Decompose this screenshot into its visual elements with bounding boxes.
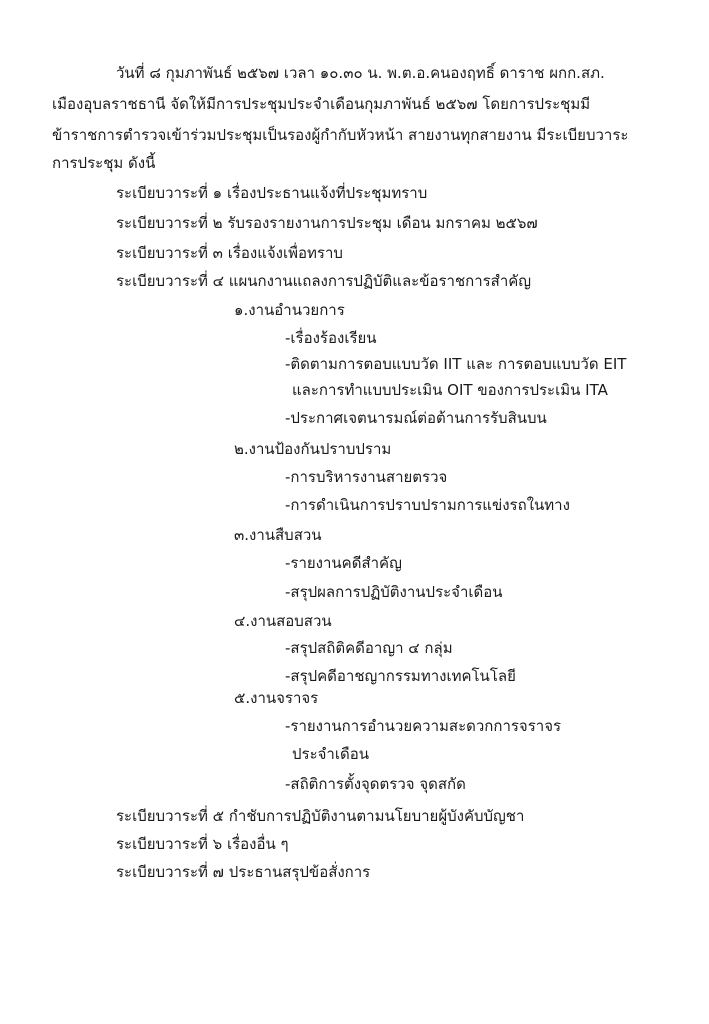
section-item: -รายงานการอำนวยความสะดวกการจราจร (285, 717, 562, 735)
section-title: ๑.งานอำนวยการ (234, 301, 345, 319)
agenda-item: ระเบียบวาระที่ ๑ เรื่องประธานแจ้งที่ประชุมทราบ (116, 184, 428, 202)
section-item-continuation: ประจำเดือน (292, 745, 369, 763)
agenda-item: ระเบียบวาระที่ ๒ รับรองรายงานการประชุม เดือน มกราคม ๒๕๖๗ (116, 214, 538, 232)
intro-line: วันที่ ๘ กุมภาพันธ์ ๒๕๖๗ เวลา ๑๐.๓๐ น. พ.ต.อ.คนองฤทธิ์ ดาราช ผกก.สภ. (116, 64, 605, 82)
section-item: -สรุปคดีอาชญากรรมทางเทคโนโลยี (285, 667, 516, 685)
section-item: -การบริหารงานสายตรวจ (285, 468, 448, 486)
agenda-item: ระเบียบวาระที่ ๔ แผนกงานแถลงการปฏิบัติและข้อราชการสำคัญ (116, 272, 532, 290)
intro-line: ข้าราชการตำรวจเข้าร่วมประชุมเป็นรองผู้กำกับหัวหน้า สายงานทุกสายงาน มีระเบียบวาระ (52, 126, 629, 144)
section-title: ๓.งานสืบสวน (234, 526, 322, 544)
intro-line: เมืองอุบลราชธานี จัดให้มีการประชุมประจำเดือนกุมภาพันธ์ ๒๕๖๗ โดยการประชุมมี (52, 95, 591, 113)
intro-line: การประชุม ดังนี้ (52, 154, 156, 172)
agenda-item: ระเบียบวาระที่ ๖ เรื่องอื่น ๆ (116, 835, 289, 853)
section-item: -รายงานคดีสำคัญ (285, 554, 402, 572)
section-item: -การดำเนินการปราบปรามการแข่งรถในทาง (285, 496, 570, 514)
section-item: -สรุปผลการปฏิบัติงานประจำเดือน (285, 583, 503, 601)
section-item: -ติดตามการตอบแบบวัด IIT และ การตอบแบบวัด EIT (285, 355, 627, 373)
agenda-item: ระเบียบวาระที่ ๕ กำชับการปฏิบัติงานตามนโยบายผู้บังคับบัญชา (116, 807, 525, 825)
agenda-item: ระเบียบวาระที่ ๓ เรื่องแจ้งเพื่อทราบ (116, 244, 343, 262)
section-item: -ประกาศเจตนารมณ์ต่อต้านการรับสินบน (285, 409, 547, 427)
agenda-item: ระเบียบวาระที่ ๗ ประธานสรุปข้อสั่งการ (116, 863, 371, 881)
section-item: -สรุปสถิติคดีอาญา ๔ กลุ่ม (285, 639, 453, 657)
section-title: ๔.งานสอบสวน (234, 612, 332, 630)
section-item: -เรื่องร้องเรียน (285, 329, 377, 347)
section-item-continuation: และการทำแบบประเมิน OIT ของการประเมิน ITA (292, 381, 608, 399)
section-item: -สถิติการตั้งจุดตรวจ จุดสกัด (285, 775, 466, 793)
section-title: ๒.งานป้องกันปราบปราม (234, 440, 392, 458)
section-title: ๕.งานจราจร (234, 689, 319, 707)
